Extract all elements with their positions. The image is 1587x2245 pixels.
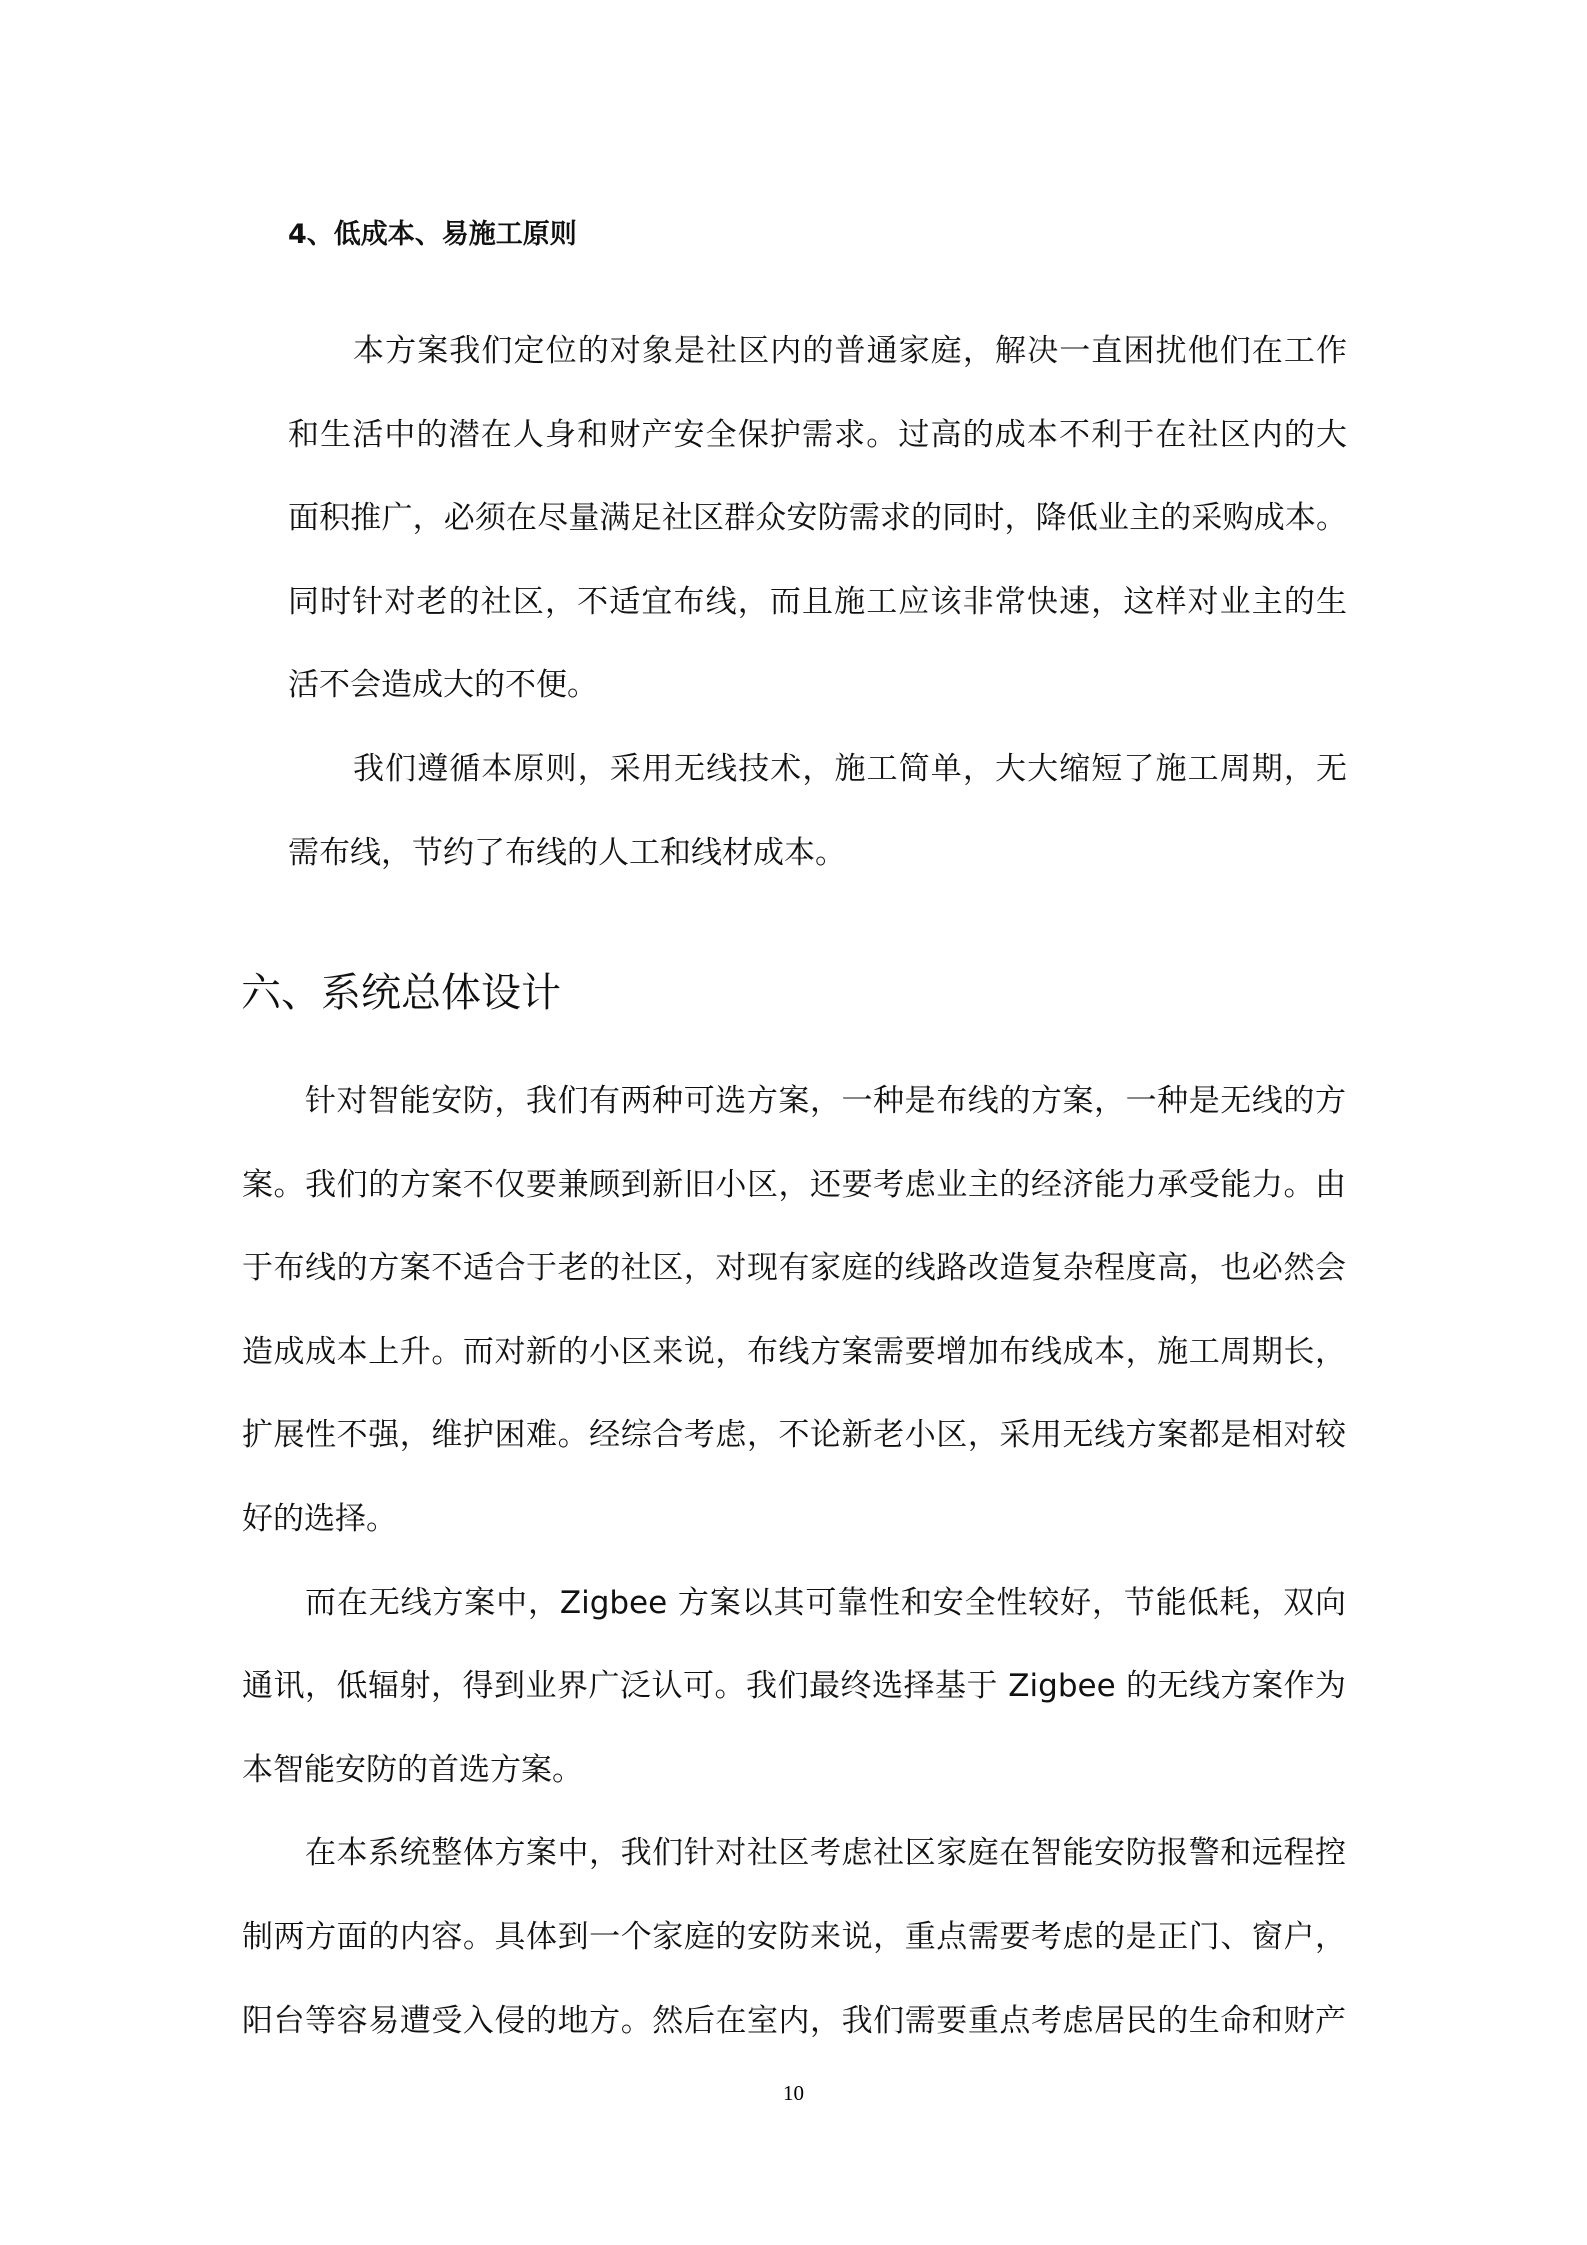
paragraph <box>288 310 1347 728</box>
paragraph-line: 通讯，低辐射，得到业界广泛认可。我们最终选择基于 Zigbee 的无线方案作为 <box>242 1668 1346 1705</box>
paragraph-line: 同时针对老的社区，不适宜布线，而且施工应该非常快速，这样对业主的生 <box>288 583 1347 620</box>
paragraph <box>242 1060 1346 1562</box>
paragraph-line: 面积推广，必须在尽量满足社区群众安防需求的同时，降低业主的采购成本。 <box>288 500 1347 537</box>
section1-body <box>288 310 1347 895</box>
paragraph-line: 需布线，节约了布线的人工和线材成本。 <box>288 834 846 871</box>
paragraph <box>242 1562 1346 1813</box>
paragraph-line: 造成成本上升。而对新的小区来说，布线方案需要增加布线成本，施工周期长， <box>242 1333 1346 1370</box>
paragraph-line: 于布线的方案不适合于老的社区，对现有家庭的线路改造复杂程度高，也必然会 <box>242 1250 1346 1287</box>
paragraph-line: 和生活中的潜在人身和财产安全保护需求。过高的成本不利于在社区内的大 <box>288 416 1347 453</box>
paragraph-line: 扩展性不强，维护困难。经综合考虑，不论新老小区，采用无线方案都是相对较 <box>242 1417 1346 1454</box>
paragraph-line: 活不会造成大的不便。 <box>288 667 598 704</box>
paragraph-line: 阳台等容易遭受入侵的地方。然后在室内，我们需要重点考虑居民的生命和财产 <box>242 2002 1346 2039</box>
paragraph-line: 在本系统整体方案中，我们针对社区考虑社区家庭在智能安防报警和远程控 <box>305 1835 1346 1872</box>
paragraph-line: 制两方面的内容。具体到一个家庭的安防来说，重点需要考虑的是正门、窗户， <box>242 1918 1346 1955</box>
section2-body <box>242 1060 1346 2063</box>
section-heading: 六、系统总体设计 <box>241 970 561 1016</box>
paragraph-line: 针对智能安防，我们有两种可选方案，一种是布线的方案，一种是无线的方 <box>305 1083 1346 1119</box>
subsection-heading: 4、低成本、易施工原则 <box>288 219 577 250</box>
paragraph-line: 而在无线方案中，Zigbee 方案以其可靠性和安全性较好，节能低耗，双向 <box>305 1584 1346 1621</box>
page-number: 10 <box>783 2081 804 2105</box>
paragraph-line: 我们遵循本原则，采用无线技术，施工简单，大大缩短了施工周期，无 <box>353 750 1347 787</box>
paragraph-line: 案。我们的方案不仅要兼顾到新旧小区，还要考虑业主的经济能力承受能力。由 <box>242 1166 1346 1203</box>
paragraph-line: 好的选择。 <box>242 1500 397 1537</box>
paragraph <box>242 1812 1346 2063</box>
paragraph-line: 本方案我们定位的对象是社区内的普通家庭，解决一直困扰他们在工作 <box>353 333 1347 369</box>
paragraph <box>288 728 1347 895</box>
paragraph-line: 本智能安防的首选方案。 <box>242 1751 583 1788</box>
